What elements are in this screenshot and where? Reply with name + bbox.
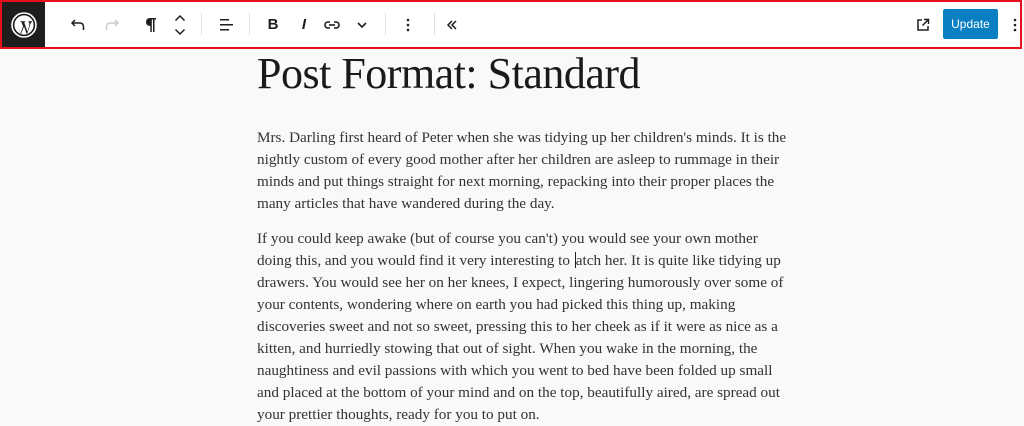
- toolbar-separator: [434, 13, 435, 35]
- text-before-caret: doing this, and you would find it very interesting to: [257, 252, 574, 269]
- chevron-down-icon[interactable]: [174, 28, 186, 36]
- editor-toolbar: [0, 0, 1022, 49]
- toolbar-separator: [201, 13, 202, 35]
- italic-icon: I: [301, 16, 307, 33]
- bold-button[interactable]: [262, 2, 284, 47]
- paragraph-line: your contents, wondering where on earth you had picked this thing up, making: [257, 296, 736, 313]
- external-link-icon: [916, 18, 930, 32]
- paragraph-line: discoveries sweet and not so sweet, pressing this to her cheek as if it were as nice as a: [257, 318, 778, 335]
- move-block-buttons[interactable]: [170, 2, 190, 47]
- paragraph-block-button[interactable]: [139, 2, 163, 47]
- wordpress-logo-icon: [11, 12, 37, 38]
- block-options-button[interactable]: [398, 2, 418, 47]
- more-formats-button[interactable]: [351, 2, 373, 47]
- paragraph-line: many articles that have wandered during the day.: [257, 195, 555, 212]
- bold-icon: B: [267, 16, 279, 33]
- more-vertical-icon: [1013, 18, 1017, 32]
- link-icon: [323, 19, 341, 31]
- paragraph-line: drawers. You would see her on her knees, I expect, lingering humorously over some of: [257, 274, 784, 291]
- paragraph-line: and placed at the bottom of your mind and on the top, beautifully aired, are spread out: [257, 384, 780, 401]
- paragraph-line: minds and put things straight for next morning, repacking into their proper places the: [257, 173, 775, 190]
- more-vertical-icon: [406, 18, 410, 32]
- redo-icon: [104, 18, 120, 32]
- wordpress-logo-button[interactable]: [2, 2, 45, 47]
- text-after-caret: atch her. It is quite like tidying up: [575, 252, 781, 269]
- paragraph-block[interactable]: [257, 127, 787, 215]
- paragraph-line: Mrs. Darling first heard of Peter when she was tidying up her children's minds. It is the: [257, 129, 787, 146]
- collapse-toolbar-button[interactable]: [442, 2, 462, 47]
- editor-options-button[interactable]: [1008, 2, 1022, 47]
- post-editor-canvas: [257, 49, 787, 423]
- pilcrow-icon: [145, 17, 157, 33]
- toolbar-separator: [249, 13, 250, 35]
- chevron-up-icon[interactable]: [174, 14, 186, 22]
- paragraph-line: [257, 250, 781, 272]
- paragraph-line: kitten, and hurriedly stowing that out of sight. When you wake in the morning, the: [257, 340, 758, 357]
- toolbar-separator: [385, 13, 386, 35]
- italic-button[interactable]: [293, 2, 315, 47]
- paragraph-line: nightly custom of every good mother after her children are asleep to rummage in their: [257, 151, 780, 168]
- update-button[interactable]: Update: [943, 9, 998, 39]
- paragraph-line: If you could keep awake (but of course you can't) you would see your own mother: [257, 230, 758, 247]
- paragraph-block-selected[interactable]: [257, 228, 784, 426]
- post-title[interactable]: Post Format: Standard: [257, 49, 641, 98]
- view-post-button[interactable]: [912, 2, 934, 47]
- align-text-button[interactable]: [214, 2, 238, 47]
- paragraph-line: your prettier thoughts, ready for you to put on.: [257, 406, 540, 423]
- chevron-double-left-icon: [446, 19, 458, 31]
- chevron-down-icon: [356, 21, 368, 29]
- redo-button[interactable]: [100, 2, 124, 47]
- paragraph-line: naughtiness and evil passions with which you went to bed have been folded up small: [257, 362, 773, 379]
- align-left-icon: [218, 18, 234, 32]
- link-button[interactable]: [320, 2, 344, 47]
- undo-button[interactable]: [66, 2, 90, 47]
- undo-icon: [70, 18, 86, 32]
